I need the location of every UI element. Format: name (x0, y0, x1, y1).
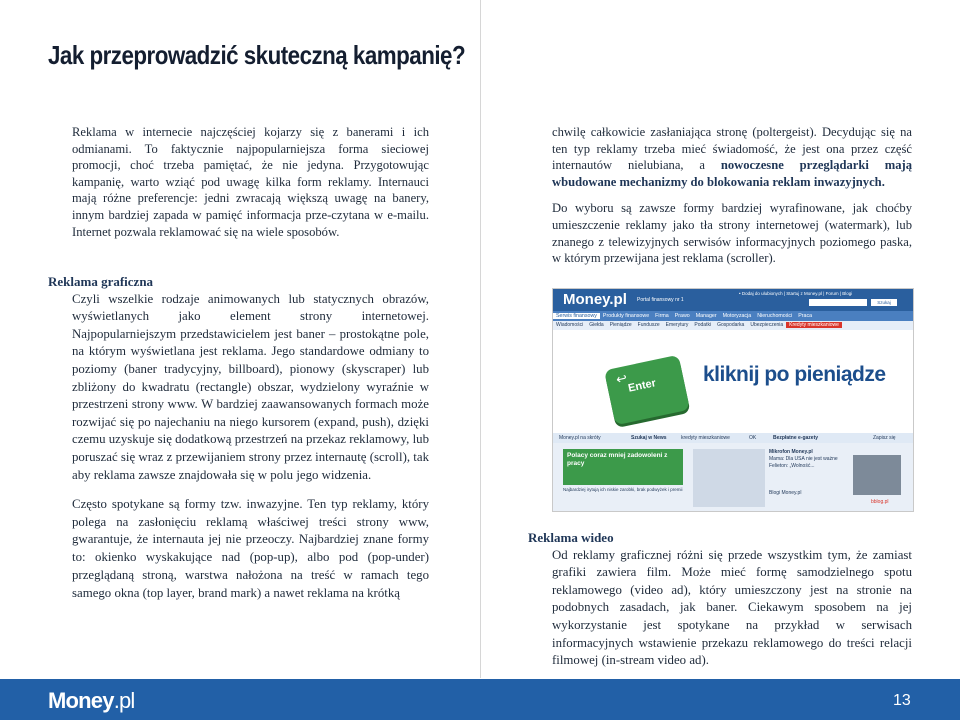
quickbar-search[interactable]: kredyty mieszkaniowe (681, 435, 730, 441)
graphic-section (48, 274, 429, 484)
content-thumbnail[interactable] (693, 449, 765, 507)
subnav-item[interactable]: Gospodarka (717, 322, 745, 328)
intro-paragraph: Reklama w internecie najczęściej kojarzy się z banerami i ich odmianami. To faktycznie najpopularniejsza forma sieciowej promocji, choć trzeba pamiętać, że nie jedyna. Przygotowując kampanię, warto wziąć pod uwagę kilka form reklamy. Internauci mają różne preferencje: jedni zwracają większą uwagę na banery, innym bardziej zapada w pamięć informacja prze-czytana w e-mailu. Internet pozwala reklamować się na wiele sposobów. (72, 125, 429, 239)
site-quick-bar (553, 433, 913, 443)
subnav-item[interactable]: Emerytury (665, 322, 689, 328)
footer-logo (48, 688, 135, 714)
subnav-item[interactable]: Wiadomości (556, 322, 584, 328)
site-main-nav (553, 311, 913, 321)
nav-item[interactable]: Motoryzacja (722, 313, 752, 319)
page-number: 13 (893, 692, 911, 709)
quickbar-item[interactable]: Money.pl na skróty (559, 435, 601, 441)
nav-item[interactable]: Serwis finansowy (553, 313, 600, 319)
subnav-item[interactable]: Podatki (694, 322, 712, 328)
section-heading-graficzna: Reklama graficzna (48, 274, 154, 289)
enter-key-label: Enter (627, 377, 658, 395)
nav-item[interactable]: Firma (655, 313, 669, 319)
bblog-watermark: bblog.pl (871, 499, 889, 505)
footer-logo-pl: .pl (113, 688, 135, 713)
sidebar-link[interactable]: Felieton: „Wolność... (769, 463, 815, 469)
quickbar-item[interactable]: Bezpłatne e-gazety (773, 435, 819, 441)
page-divider (480, 0, 481, 678)
nav-item[interactable]: Produkty finansowe (602, 313, 650, 319)
sidebar-link[interactable]: Blogi Money.pl (769, 490, 802, 496)
money-pl-screenshot (552, 288, 914, 512)
site-sub-nav (553, 321, 913, 330)
subnav-item[interactable]: Fundusze (637, 322, 660, 328)
sidebar-link[interactable]: Mama: Dla USA nie jest ważne (769, 456, 838, 462)
quickbar-item[interactable]: Zapisz się (873, 435, 896, 441)
ad-tagline[interactable]: kliknij po pieniądze (703, 363, 886, 386)
footer-logo-money: Money (48, 688, 114, 713)
right-column (552, 124, 912, 267)
enter-arrow-icon: ↩ (614, 370, 629, 388)
page-footer (0, 679, 960, 720)
invasive-paragraph: Często spotykane są formy tzw. inwazyjne. Ten typ reklamy, który polega na zasłonięciu reklamą właściwej treści strony www, gwarantuje, że internauta jej nie przeoczy. Najbardziej znane formy to: okienko wyskakujące nad (pop-up), albo pod (pop-under) przeglądaną stroną, warstwa nałożona na treść w ramach tego samego okna (top layer, brand mark) a nawet reklama na krótką (72, 497, 429, 600)
invasive-section (72, 496, 429, 602)
video-paragraph: Od reklamy graficznej różni się przede wszystkim tym, że zamiast grafiki zawiera film. Może mieć formę samodzielnego spotu reklamowego (video ad), który umieszczony jest na stronie na podobnych zasadach, jak baner. Ciekawym sposobem na jej wykorzystanie jest spotykane na przykład w serwisach informacyjnych wstawienie przekazu reklamowego do treści relacji filmowej (in-stream video ad). (552, 547, 912, 668)
quickbar-ok[interactable]: OK (749, 435, 757, 441)
subnav-item[interactable]: Pieniądze (609, 322, 632, 328)
graphic-paragraph: Czyli wszelkie rodzaje animowanych lub statycznych obrazów, wyświetlanych jako element strony internetowej. Najpopularniejszym przedstawicielem jest baner – prostokątne pole, na którym wyświetlana jest reklama. Jego standardowe odmiany to poziomy (baner tradycyjny, billboard), pionowy (skyscraper) lub zbliżony do kwadratu (rectangle) obszar, wydzielony wyraźnie w przestrzeni strony www. W bardziej zaawansowanych formach może rozwijać się po najechaniu na niego kursorem (expand, push), dzięki czemu uzyskuje się dodatkową przestrzeń na przekaz reklamowy, lub poruszać się wraz z przewijaniem strony przez internautę (scroll), tak aby reklama zawsze znajdowała się w polu jego widzenia. (72, 291, 429, 482)
left-column (72, 124, 429, 240)
nav-item[interactable]: Prawo (674, 313, 690, 319)
subnav-item[interactable]: Giełda (589, 322, 604, 328)
nav-item[interactable]: Praca (798, 313, 813, 319)
promo-subtext[interactable]: Najbardziej irytują ich niskie zarobki, brak podwyżek i premii (563, 487, 683, 492)
author-photo (853, 455, 901, 495)
quickbar-item[interactable]: Szukaj w News (631, 435, 667, 441)
nav-item[interactable]: Manager (695, 313, 717, 319)
continued-paragraph (552, 124, 912, 190)
subnav-item-highlight[interactable]: Kredyty mieszkaniowe (786, 322, 842, 328)
promo-headline[interactable]: Polacy coraz mniej zadowoleni z pracy (563, 449, 683, 485)
header-links[interactable]: • Dodaj do ulubionych | Startuj z Money.pl | Forum | Blogi (739, 291, 853, 296)
site-logo[interactable]: Money.pl (563, 291, 627, 308)
site-tagline: Portal finansowy nr 1 (637, 297, 684, 303)
video-section (528, 530, 912, 670)
subnav-item[interactable]: Ubezpieczenia (750, 322, 784, 328)
browser-blocking-emphasis: nowoczesne przeglądarki mają wbudowane mechanizmy do blokowania reklam inwazyjnych. (552, 158, 912, 189)
page-title: Jak przeprowadzić skuteczną kampanię? (48, 40, 466, 70)
refined-forms-paragraph: Do wyboru są zawsze formy bardziej wyrafinowane, jak choćby umieszczenie reklamy jako tła strony internetowej (watermark), lub znanego z telewizyjnych serwisów informacyjnych poziomego paska, w którym przewijana jest reklama (scroller). (552, 201, 912, 266)
nav-item[interactable]: Nieruchomości (757, 313, 793, 319)
section-heading-wideo: Reklama wideo (528, 530, 614, 545)
site-search-input[interactable] (809, 299, 867, 306)
continued-text: chwilę całkowicie zasłaniająca stronę (poltergeist). Decydując się na ten typ reklamy trzeba mieć świadomość, że jest ona przez część internautów nielubiana, a (552, 125, 912, 173)
sidebar-link[interactable]: Mikrofon Money.pl (769, 449, 813, 455)
site-search-button[interactable]: Szukaj (871, 299, 897, 306)
